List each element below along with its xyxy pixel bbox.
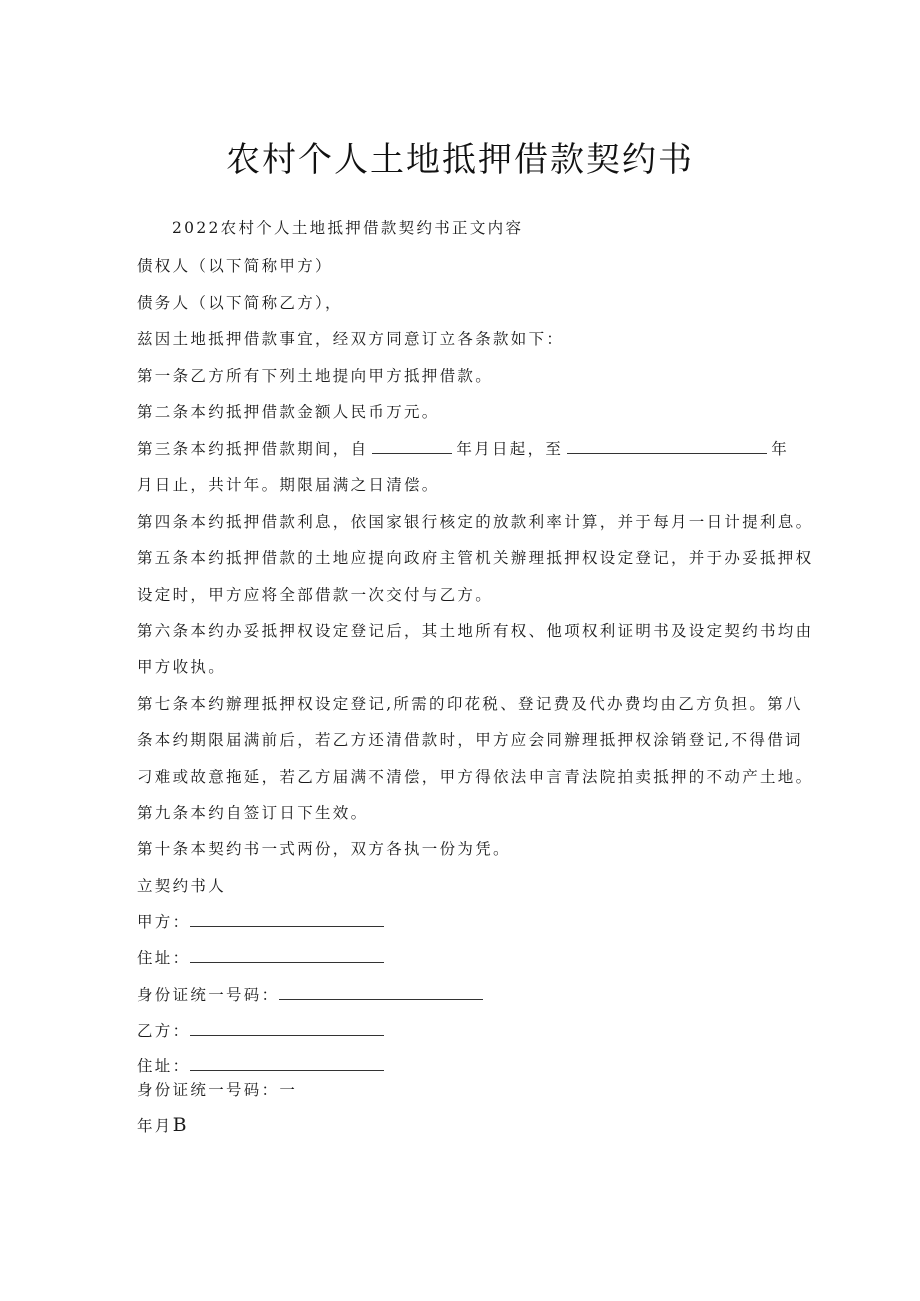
article-7-line-2: 条本约期限届满前后，若乙方还清借款时，甲方应会同辦理抵押权涂销登记,不得借词: [137, 731, 803, 749]
creditor-line: 债权人（以下简称甲方）: [137, 257, 333, 275]
address-a-row: [137, 946, 388, 968]
address-a-label: 住址：: [137, 949, 191, 967]
start-date-blank[interactable]: [372, 439, 452, 454]
article-3-line-1: [137, 437, 789, 459]
article-10: 第十条本契约书一式两份，双方各执一份为凭。: [137, 840, 511, 858]
id-a-label: 身份证统一号码：: [137, 986, 280, 1004]
id-a-row: [137, 983, 487, 1005]
end-date-blank[interactable]: [567, 439, 767, 454]
article-6-line-1: 第六条本约办妥抵押权设定登记后，其土地所有权、他项权利证明书及设定契约书均由: [137, 622, 814, 640]
party-a-label: 甲方：: [137, 913, 191, 931]
party-a-row: [137, 910, 388, 932]
article-3-part-a: 第三条本约抵押借款期间，自: [137, 440, 369, 458]
debtor-line: 债务人（以下简称乙方），: [137, 294, 343, 312]
id-b-row: 身份证统一号码：一: [137, 1081, 298, 1099]
article-2: 第二条本约抵押借款金额人民币万元。: [137, 403, 440, 421]
address-b-row: [137, 1054, 388, 1076]
article-3-part-c: 年: [771, 440, 790, 458]
party-b-blank[interactable]: [190, 1021, 384, 1036]
date-row: [137, 1114, 189, 1136]
document-subtitle: 2022农村个人土地抵押借款契约书正文内容: [172, 219, 524, 237]
id-a-blank[interactable]: [279, 985, 483, 1000]
article-7-line-1: 第七条本约辦理抵押权设定登记,所需的印花税、登记费及代办费均由乙方负担。第八: [137, 695, 803, 713]
article-6-line-2: 甲方收执。: [137, 658, 227, 676]
date-prefix: 年月: [137, 1117, 173, 1135]
document-title: 农村个人土地抵押借款契约书: [226, 140, 694, 180]
party-b-label: 乙方：: [137, 1022, 191, 1040]
article-1: 第一条乙方所有下列土地提向甲方抵押借款。: [137, 367, 494, 385]
article-3-line-2: 月日止，共计年。期限届满之日清偿。: [137, 476, 440, 494]
address-b-label: 住址：: [137, 1057, 191, 1075]
party-a-blank[interactable]: [190, 912, 384, 927]
address-b-blank[interactable]: [190, 1056, 384, 1071]
article-4: 第四条本约抵押借款利息，依国家银行核定的放款利率计算，并于每月一日计提利息。: [137, 513, 814, 531]
date-suffix: B: [172, 1114, 189, 1136]
party-b-row: [137, 1019, 388, 1041]
address-a-blank[interactable]: [190, 948, 384, 963]
article-9: 第九条本约自签订日下生效。: [137, 804, 369, 822]
article-5-line-1: 第五条本约抵押借款的土地应提向政府主管机关辦理抵押权设定登记，并于办妥抵押权: [137, 549, 814, 567]
article-5-line-2: 设定时，甲方应将全部借款一次交付与乙方。: [137, 586, 494, 604]
article-3-part-b: 年月日起，至: [456, 440, 564, 458]
intro-line: 兹因土地抵押借款事宜，经双方同意订立各条款如下：: [137, 330, 565, 348]
signers-heading: 立契约书人: [137, 877, 227, 895]
article-7-line-3: 刁难或故意拖延，若乙方届满不清偿，甲方得依法申言青法院拍卖抵押的不动产土地。: [137, 768, 814, 786]
